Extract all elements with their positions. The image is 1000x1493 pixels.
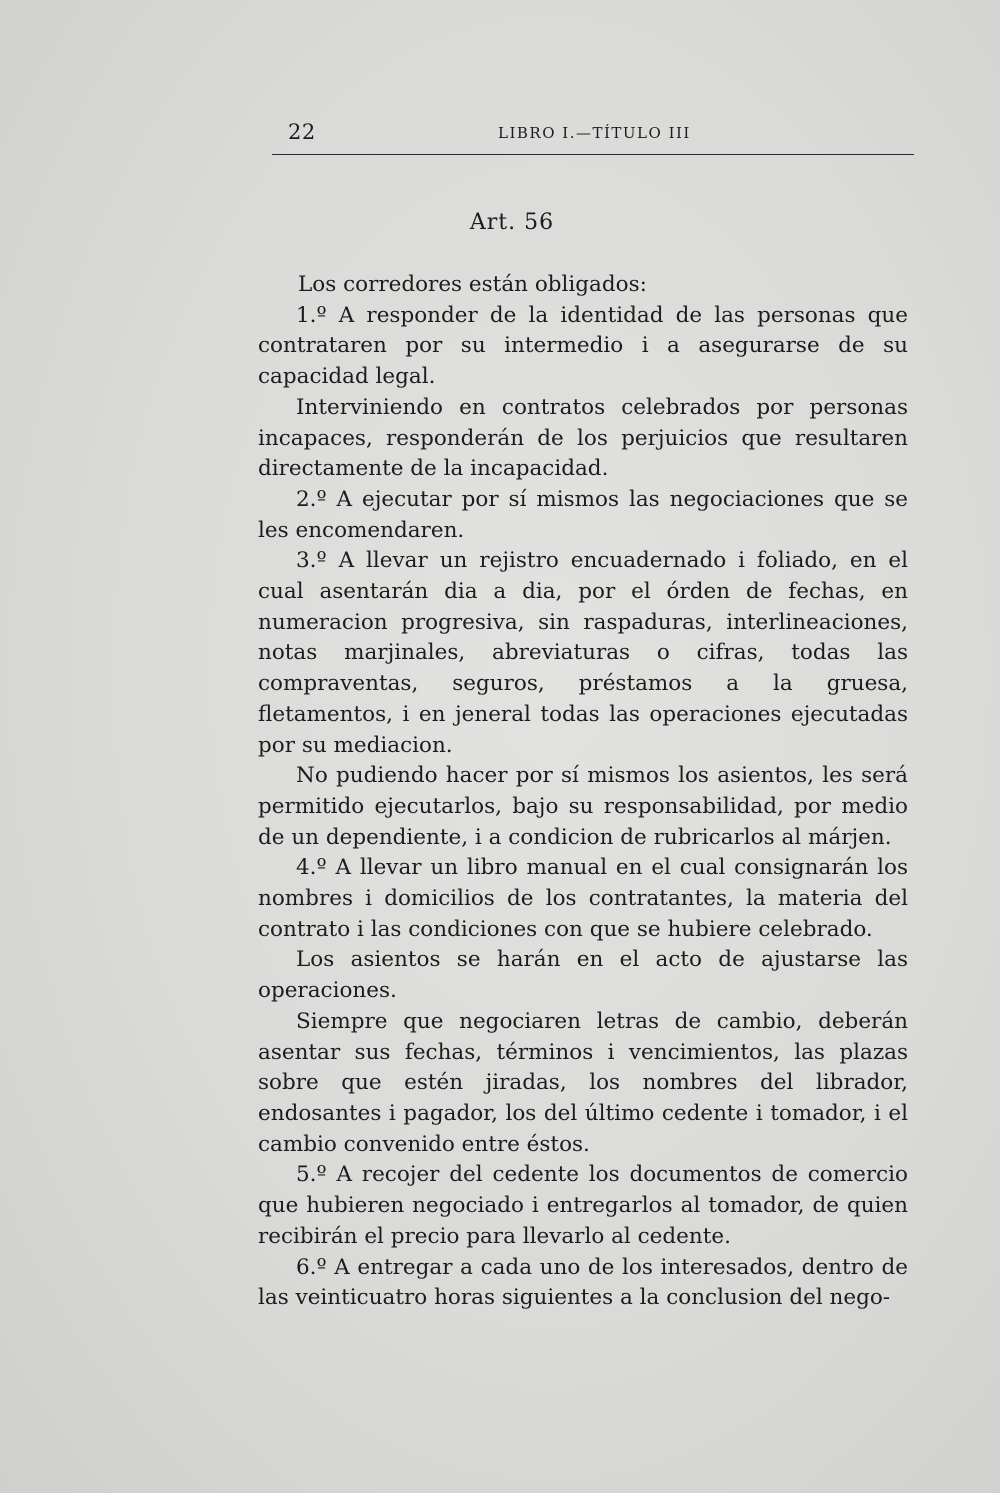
paragraph-item-4: 4.º A llevar un libro manual en el cual consignarán los nombres i domicilios de los contratantes, la materia del contrato i las condiciones con que se hubiere celebrado. — [258, 855, 908, 942]
running-head — [272, 118, 914, 158]
paragraph-item-1: 1.º A responder de la identidad de las personas que contrataren por su intermedio i a asegurarse de su capacidad legal. — [258, 302, 908, 390]
paragraph-item-2: 2.º A ejecutar por sí mismos las negociaciones que se les encomendaren. — [258, 486, 908, 543]
article-heading: Art. 56 — [469, 210, 555, 235]
paragraph-item-3: 3.º A llevar un rejistro encuadernado i foliado, en el cual asentarán dia a dia, por el órden de fechas, en numeracion progresiva, sin raspaduras, interlineaciones, notas marjinales, abreviaturas o cifras, todas las compraventas, seguros, préstamos a la gruesa, fletamentos, i en jeneral todas las operaciones ejecutadas por su mediacion. — [258, 548, 908, 758]
paragraph-intro: Los corredores están obligados: — [298, 272, 647, 297]
article-body — [258, 270, 908, 1314]
paragraph: Los asientos se harán en el acto de ajustarse las operaciones. — [258, 947, 908, 1004]
header-rule — [272, 154, 914, 155]
paragraph: No pudiendo hacer por sí mismos los asientos, les será permitido ejecutarlos, bajo su responsabilidad, por medio de un dependiente, i a condicion de rubricarlos al márjen. — [258, 763, 908, 850]
page-number: 22 — [288, 120, 316, 144]
paragraph-item-5: 5.º A recojer del cedente los documentos de comercio que hubieren negociado i entregarlos al tomador, de quien recibirán el precio para llevarlo al cedente. — [258, 1162, 908, 1249]
running-title: LIBRO I.—TÍTULO III — [498, 124, 691, 142]
paragraph: Interviniendo en contratos celebrados por personas incapaces, responderán de los perjuicios que resultaren directamente de la incapacidad. — [258, 394, 908, 482]
paragraph-item-6: 6.º A entregar a cada uno de los interesados, dentro de las veinticuatro horas siguientes a la conclusion del nego- — [258, 1254, 908, 1311]
paragraph: Siempre que negociaren letras de cambio, deberán asentar sus fechas, términos i vencimientos, las plazas sobre que estén jiradas, los nombres del librador, endosantes i pagador, los del último cedente i tomador, i el cambio convenido entre éstos. — [258, 1008, 908, 1157]
